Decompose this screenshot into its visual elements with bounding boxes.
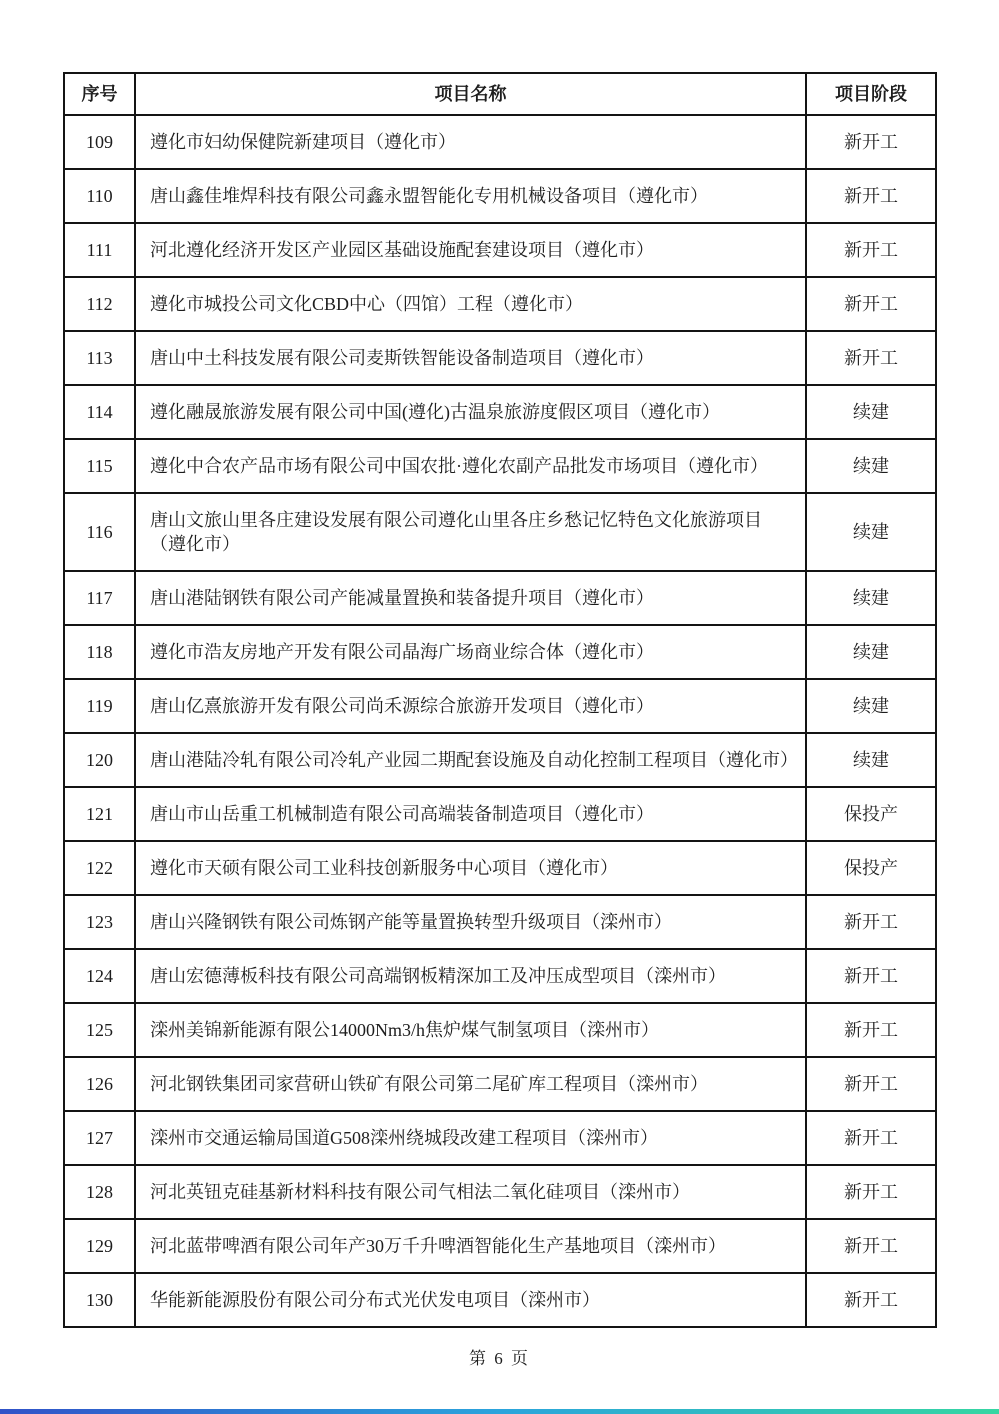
project-name-cell: 遵化市天硕有限公司工业科技创新服务中心项目（遵化市） [135,841,806,895]
project-stage-cell: 保投产 [806,787,936,841]
index-cell: 123 [64,895,135,949]
project-name-cell: 遵化市妇幼保健院新建项目（遵化市） [135,115,806,169]
project-name-cell: 唐山中土科技发展有限公司麦斯铁智能设备制造项目（遵化市） [135,331,806,385]
project-name-cell: 遵化融晟旅游发展有限公司中国(遵化)古温泉旅游度假区项目（遵化市） [135,385,806,439]
project-name-cell: 唐山兴隆钢铁有限公司炼钢产能等量置换转型升级项目（滦州市） [135,895,806,949]
project-stage-cell: 新开工 [806,1003,936,1057]
project-table-container [63,72,935,1328]
table-row [64,1273,936,1327]
index-cell: 119 [64,679,135,733]
project-name-cell: 遵化中合农产品市场有限公司中国农批·遵化农副产品批发市场项目（遵化市） [135,439,806,493]
table-row [64,115,936,169]
table-row [64,1111,936,1165]
table-body [64,115,936,1327]
project-stage-cell: 新开工 [806,949,936,1003]
index-cell: 120 [64,733,135,787]
index-cell: 109 [64,115,135,169]
project-name-cell: 唐山市山岳重工机械制造有限公司高端装备制造项目（遵化市） [135,787,806,841]
index-cell: 113 [64,331,135,385]
table-row [64,493,936,571]
table-row [64,895,936,949]
header-index: 序号 [64,73,135,115]
project-stage-cell: 新开工 [806,169,936,223]
project-name-cell: 华能新能源股份有限公司分布式光伏发电项目（滦州市） [135,1273,806,1327]
project-stage-cell: 续建 [806,385,936,439]
project-name-cell: 唐山鑫佳堆焊科技有限公司鑫永盟智能化专用机械设备项目（遵化市） [135,169,806,223]
project-name-cell: 唐山文旅山里各庄建设发展有限公司遵化山里各庄乡愁记忆特色文化旅游项目（遵化市） [135,493,806,571]
project-name-cell: 河北蓝带啤酒有限公司年产30万千升啤酒智能化生产基地项目（滦州市） [135,1219,806,1273]
project-stage-cell: 新开工 [806,1057,936,1111]
project-stage-cell: 新开工 [806,223,936,277]
project-name-cell: 河北英钮克硅基新材料科技有限公司气相法二氧化硅项目（滦州市） [135,1165,806,1219]
table-row [64,169,936,223]
index-cell: 129 [64,1219,135,1273]
index-cell: 114 [64,385,135,439]
table-row [64,787,936,841]
project-stage-cell: 续建 [806,571,936,625]
project-table [63,72,937,1328]
index-cell: 126 [64,1057,135,1111]
index-cell: 127 [64,1111,135,1165]
index-cell: 125 [64,1003,135,1057]
project-stage-cell: 新开工 [806,1165,936,1219]
header-project-name: 项目名称 [135,73,806,115]
index-cell: 117 [64,571,135,625]
table-row [64,571,936,625]
bottom-gradient-bar [0,1409,999,1414]
index-cell: 122 [64,841,135,895]
index-cell: 112 [64,277,135,331]
header-project-stage: 项目阶段 [806,73,936,115]
project-name-cell: 滦州市交通运输局国道G508滦州绕城段改建工程项目（滦州市） [135,1111,806,1165]
project-stage-cell: 新开工 [806,1219,936,1273]
index-cell: 128 [64,1165,135,1219]
table-row [64,1003,936,1057]
project-stage-cell: 新开工 [806,895,936,949]
index-cell: 115 [64,439,135,493]
table-row [64,733,936,787]
index-cell: 130 [64,1273,135,1327]
table-row [64,439,936,493]
project-name-cell: 唐山港陆钢铁有限公司产能减量置换和装备提升项目（遵化市） [135,571,806,625]
table-row [64,841,936,895]
table-row [64,625,936,679]
project-stage-cell: 新开工 [806,277,936,331]
table-row [64,1057,936,1111]
index-cell: 121 [64,787,135,841]
project-stage-cell: 保投产 [806,841,936,895]
project-name-cell: 遵化市城投公司文化CBD中心（四馆）工程（遵化市） [135,277,806,331]
project-stage-cell: 续建 [806,493,936,571]
project-stage-cell: 新开工 [806,331,936,385]
project-stage-cell: 新开工 [806,115,936,169]
project-stage-cell: 续建 [806,439,936,493]
index-cell: 116 [64,493,135,571]
table-row [64,1219,936,1273]
table-row [64,1165,936,1219]
table-header-row [64,73,936,115]
table-row [64,223,936,277]
index-cell: 111 [64,223,135,277]
project-name-cell: 遵化市浩友房地产开发有限公司晶海广场商业综合体（遵化市） [135,625,806,679]
project-name-cell: 滦州美锦新能源有限公14000Nm3/h焦炉煤气制氢项目（滦州市） [135,1003,806,1057]
project-stage-cell: 续建 [806,733,936,787]
project-name-cell: 河北遵化经济开发区产业园区基础设施配套建设项目（遵化市） [135,223,806,277]
page-number: 第 6 页 [469,1349,530,1368]
project-name-cell: 唐山宏德薄板科技有限公司高端钢板精深加工及冲压成型项目（滦州市） [135,949,806,1003]
project-stage-cell: 续建 [806,625,936,679]
table-row [64,277,936,331]
index-cell: 124 [64,949,135,1003]
project-name-cell: 河北钢铁集团司家营研山铁矿有限公司第二尾矿库工程项目（滦州市） [135,1057,806,1111]
index-cell: 118 [64,625,135,679]
table-row [64,385,936,439]
table-row [64,949,936,1003]
table-row [64,679,936,733]
project-stage-cell: 新开工 [806,1111,936,1165]
index-cell: 110 [64,169,135,223]
project-name-cell: 唐山亿熹旅游开发有限公司尚禾源综合旅游开发项目（遵化市） [135,679,806,733]
project-name-cell: 唐山港陆冷轧有限公司冷轧产业园二期配套设施及自动化控制工程项目（遵化市） [135,733,806,787]
table-row [64,331,936,385]
project-stage-cell: 新开工 [806,1273,936,1327]
project-stage-cell: 续建 [806,679,936,733]
